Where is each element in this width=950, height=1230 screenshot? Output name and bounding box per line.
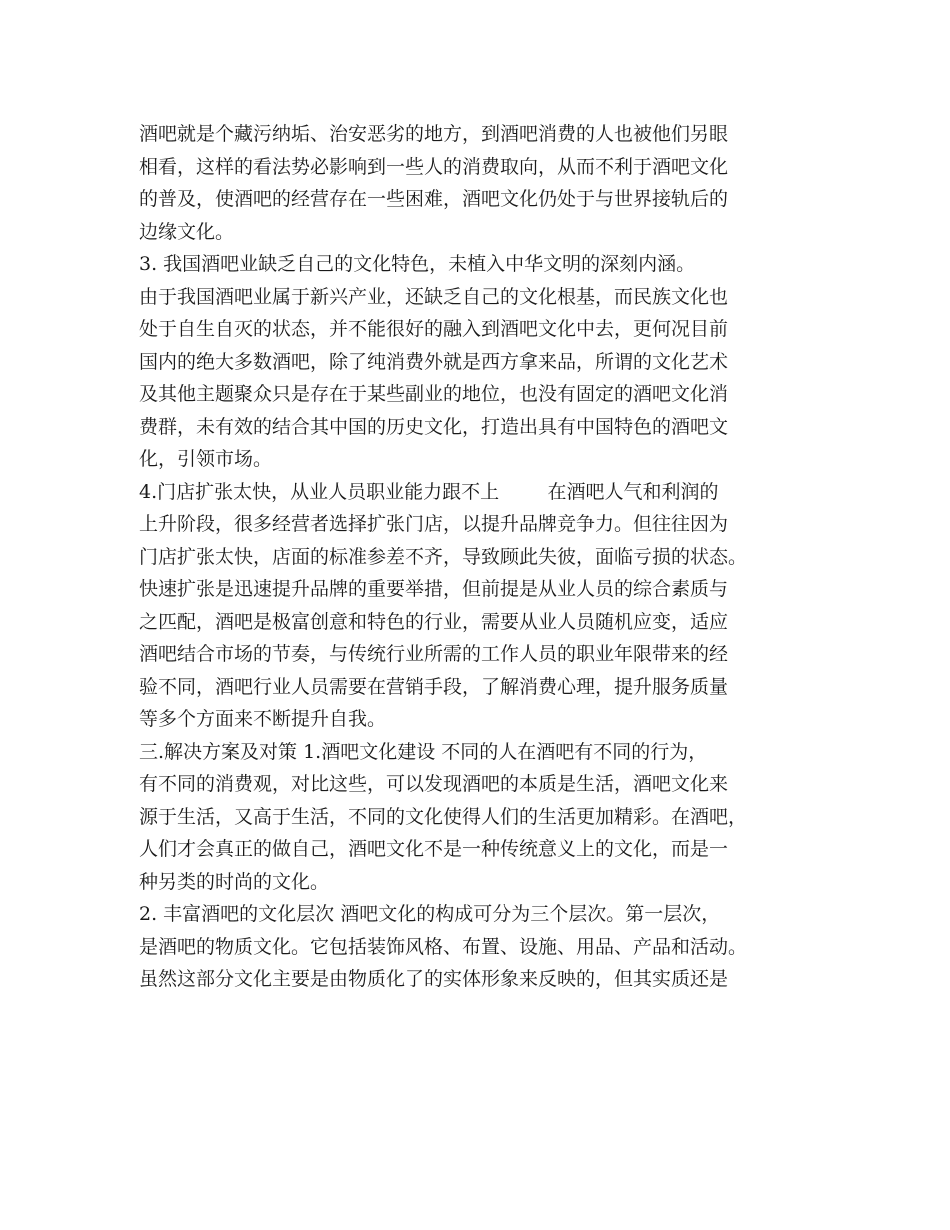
text-line: 之匹配，酒吧是极富创意和特色的行业，需要从业人员随机应变，适应	[139, 610, 729, 633]
text-line: 虽然这部分文化主要是由物质化了的实体形象来反映的，但其实质还是	[139, 968, 729, 990]
text-line: 快速扩张是迅速提升品牌的重要举措，但前提是从业人员的综合素质与	[139, 578, 729, 600]
text-line: 的普及，使酒吧的经营存在一些困难，酒吧文化仍处于与世界接轨后的	[139, 188, 729, 210]
text-line: 由于我国酒吧业属于新兴产业，还缺乏自己的文化根基，而民族文化也	[139, 285, 729, 308]
text-line: 人们才会真正的做自己，酒吧文化不是一种传统意义上的文化，而是一	[139, 838, 729, 860]
text-line: 处于自生自灭的状态，并不能很好的融入到酒吧文化中去，更何况目前	[139, 318, 729, 340]
text-line: 上升阶段，很多经营者选择扩张门店，以提升品牌竞争力。但往往因为	[139, 513, 729, 535]
text-line: 源于生活，又高于生活，不同的文化使得人们的生活更加精彩。在酒吧，	[139, 805, 748, 828]
text-line: 是酒吧的物质文化。它包括装饰风格、布置、设施、用品、产品和活动。	[139, 935, 748, 958]
text-line: 酒吧就是个藏污纳垢、治安恶劣的地方，到酒吧消费的人也被他们另眼	[139, 123, 729, 145]
text-line: 相看，这样的看法势必影响到一些人的消费取向，从而不利于酒吧文化	[139, 155, 729, 178]
text-line: 及其他主题聚众只是存在于某些副业的地位，也没有固定的酒吧文化消	[139, 383, 729, 405]
text-line: 三.解决方案及对策 1.酒吧文化建设 不同的人在酒吧有不同的行为，	[139, 740, 708, 763]
text-line: 化，引领市场。	[139, 448, 273, 470]
text-line: 3. 我国酒吧业缺乏自己的文化特色，未植入中华文明的深刻内涵。	[139, 253, 696, 275]
text-line: 边缘文化。	[139, 220, 235, 243]
text-line: 酒吧结合市场的节奏，与传统行业所需的工作人员的职业年限带来的经	[139, 643, 729, 665]
text-line: 有不同的消费观，对比这些，可以发现酒吧的本质是生活，酒吧文化来	[139, 773, 729, 795]
text-line: 费群，未有效的结合其中国的历史文化，打造出具有中国特色的酒吧文	[139, 415, 729, 438]
text-line: 4.门店扩张太快，从业人员职业能力跟不上 在酒吧人气和利润的	[139, 480, 719, 503]
text-line: 种另类的时尚的文化。	[139, 870, 330, 893]
text-line: 等多个方面来不断提升自我。	[139, 708, 387, 730]
text-line: 验不同，酒吧行业人员需要在营销手段，了解消费心理，提升服务质量	[139, 675, 729, 698]
text-line: 2. 丰富酒吧的文化层次 酒吧文化的构成可分为三个层次。第一层次，	[139, 903, 721, 925]
text-line: 门店扩张太快，店面的标准参差不齐，导致顾此失彼，面临亏损的状态。	[139, 545, 748, 568]
body-text	[139, 118, 819, 996]
text-line: 国内的绝大多数酒吧，除了纯消费外就是西方拿来品，所谓的文化艺术	[139, 350, 729, 373]
